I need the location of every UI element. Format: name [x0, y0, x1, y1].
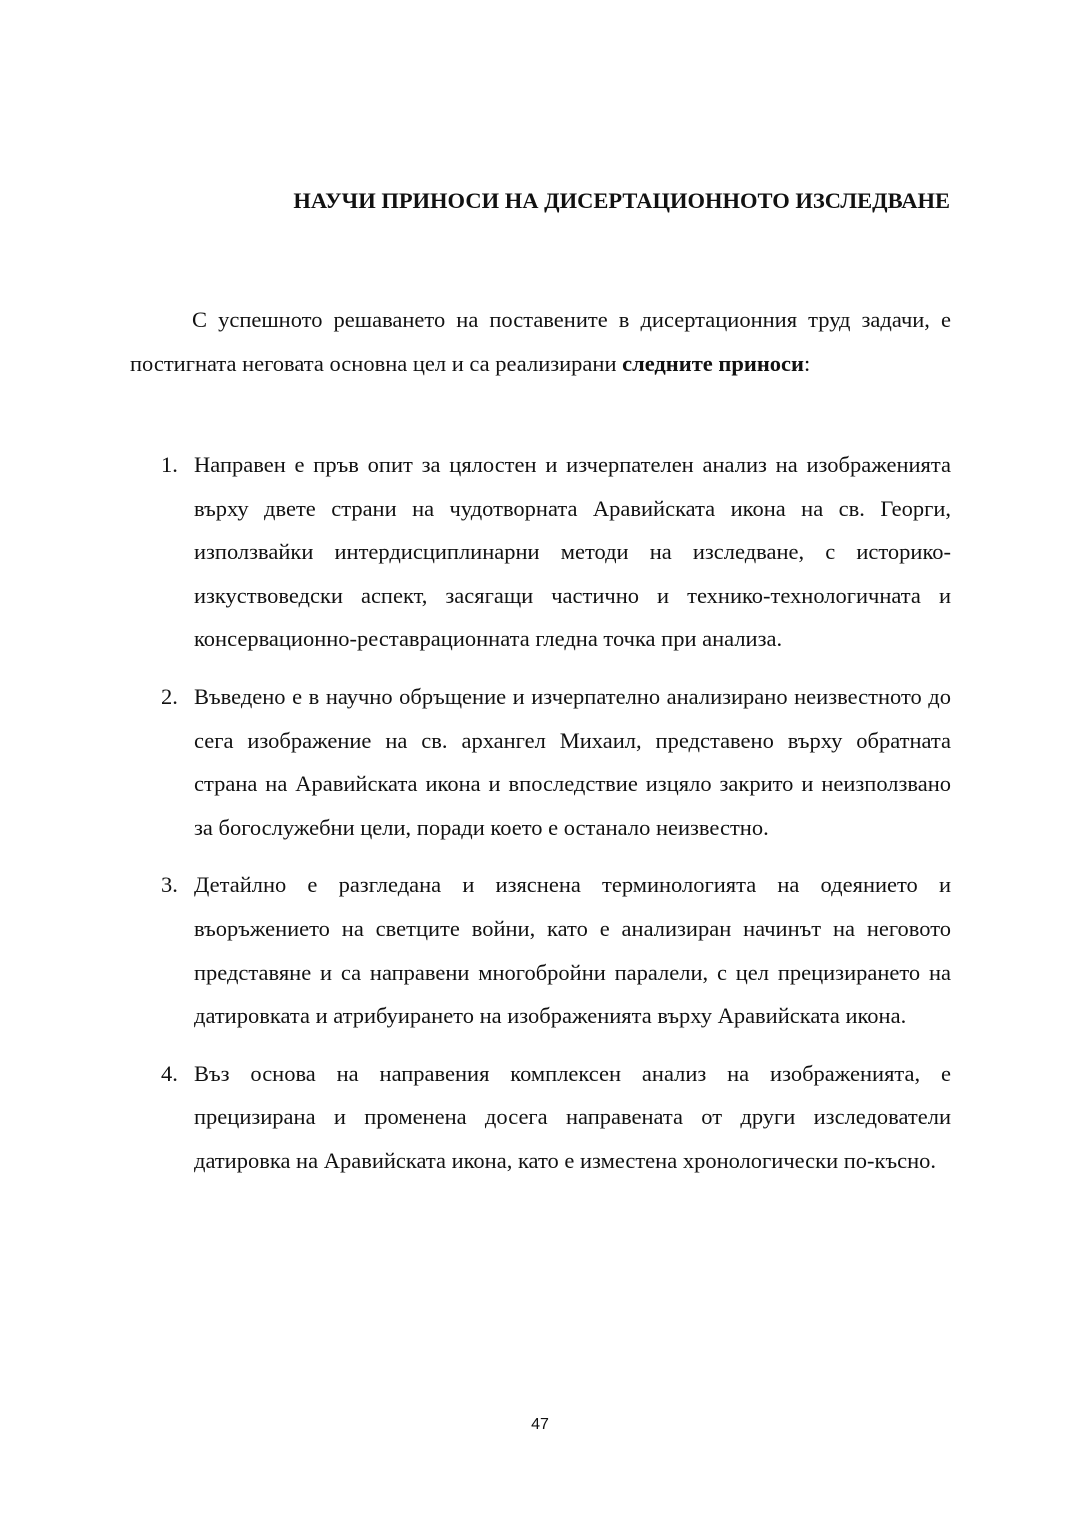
list-item-number: 2. [161, 683, 178, 709]
list-item-number: 4. [161, 1060, 178, 1086]
intro-paragraph [130, 298, 951, 385]
list-item-text: Въведено е в научно обръщение и изчерпателно анализирано неизвестното до сега изображение на св. архангел Михаил, представено върху обратната страна на Аравийската икона и впоследствие изцяло закрито и неизползвано за богослужебни цели, поради което е останало неизвестно. [194, 683, 951, 840]
intro-end: : [804, 350, 811, 376]
intro-text: С успешното решаването на поставените в дисертационния труд задачи, е постигната неговата основна цел и са реализирани [130, 307, 951, 376]
section-title: НАУЧИ ПРИНОСИ НА ДИСЕРТАЦИОННОТО ИЗСЛЕДВАНЕ [293, 188, 950, 213]
list-item-text: Направен е пръв опит за цялостен и изчерпателен анализ на изображенията върху двете страни на чудотворната Аравийската икона на св. Георги, използвайки интердисциплинарни методи на изследване, с историко-изкуствоведски аспект, засягащи частично и технико-технологичната и консервационно-реставрационната гледна точка при анализа. [194, 452, 951, 652]
contributions-list [130, 443, 951, 1197]
list-item-number: 3. [161, 872, 178, 898]
list-item [130, 1052, 951, 1183]
list-item [130, 863, 951, 1037]
list-item [130, 443, 951, 661]
intro-bold-text: следните приноси [622, 350, 805, 376]
list-item [130, 675, 951, 849]
list-item-text: Въз основа на направения комплексен анализ на изображенията, е прецизирана и променена досега направената от други изследователи датировка на Аравийската икона, като е изместена хронологически по-късно. [194, 1060, 951, 1173]
list-item-number: 1. [161, 452, 178, 477]
page-number: 47 [531, 1416, 549, 1433]
list-item-text: Детайлно е разгледана и изяснена терминологията на одеянието и въоръжението на светците войни, като е анализиран начинът на неговото представяне и са направени многобройни паралели, с цел прецизирането на датировката и атрибуирането на изображенията върху Аравийската икона. [194, 872, 951, 1029]
